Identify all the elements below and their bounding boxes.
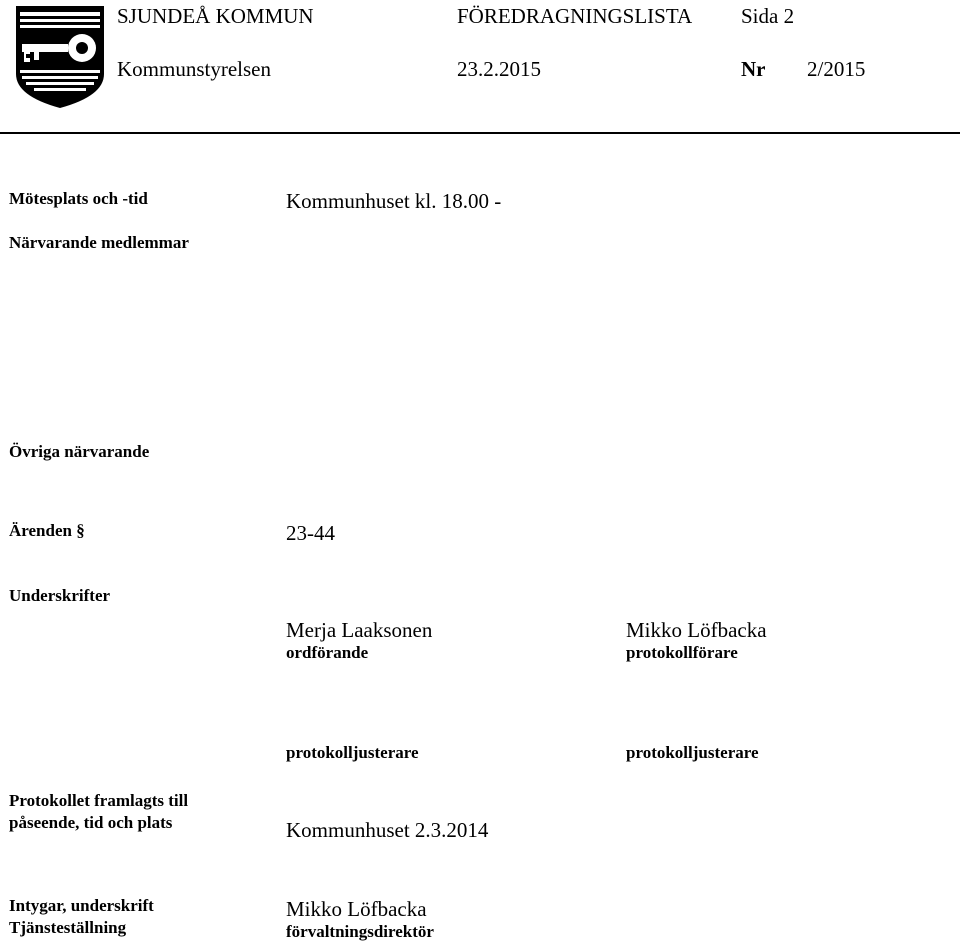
certificate-title: förvaltningsdirektör: [286, 922, 434, 941]
adjuster-1-role: protokolljusterare: [286, 743, 419, 762]
municipality-name: SJUNDEÅ KOMMUN: [117, 4, 314, 28]
display-label-line1: Protokollet framlagts till: [9, 791, 189, 810]
display-label-line2: påseende, tid och plats: [9, 813, 173, 832]
display-value: Kommunhuset 2.3.2014: [286, 818, 489, 842]
matters-value: 23-44: [286, 521, 335, 545]
certificate-label-line1: Intygar, underskrift: [9, 896, 154, 915]
header-divider: [0, 132, 960, 134]
matters-label: Ärenden §: [9, 521, 85, 540]
municipal-coat-of-arms-key-icon: [14, 4, 106, 110]
document-type: FÖREDRAGNINGSLISTA: [457, 4, 693, 28]
page-number: Sida 2: [741, 4, 795, 28]
nr-value: 2/2015: [807, 57, 866, 81]
place-time-value: Kommunhuset kl. 18.00 -: [286, 189, 502, 213]
chair-name: Merja Laaksonen: [286, 618, 433, 642]
meeting-date: 23.2.2015: [457, 57, 541, 81]
secretary-role: protokollförare: [626, 643, 738, 662]
chair-role: ordförande: [286, 643, 369, 662]
certificate-label-line2: Tjänsteställning: [9, 918, 127, 937]
signatures-label: Underskrifter: [9, 586, 111, 605]
others-label: Övriga närvarande: [9, 442, 150, 461]
body-name: Kommunstyrelsen: [117, 57, 271, 81]
members-label: Närvarande medlemmar: [9, 233, 189, 252]
secretary-name: Mikko Löfbacka: [626, 618, 767, 642]
certificate-name: Mikko Löfbacka: [286, 897, 427, 921]
adjuster-2-role: protokolljusterare: [626, 743, 759, 762]
place-time-label: Mötesplats och -tid: [9, 189, 148, 208]
nr-label: Nr: [741, 57, 766, 81]
